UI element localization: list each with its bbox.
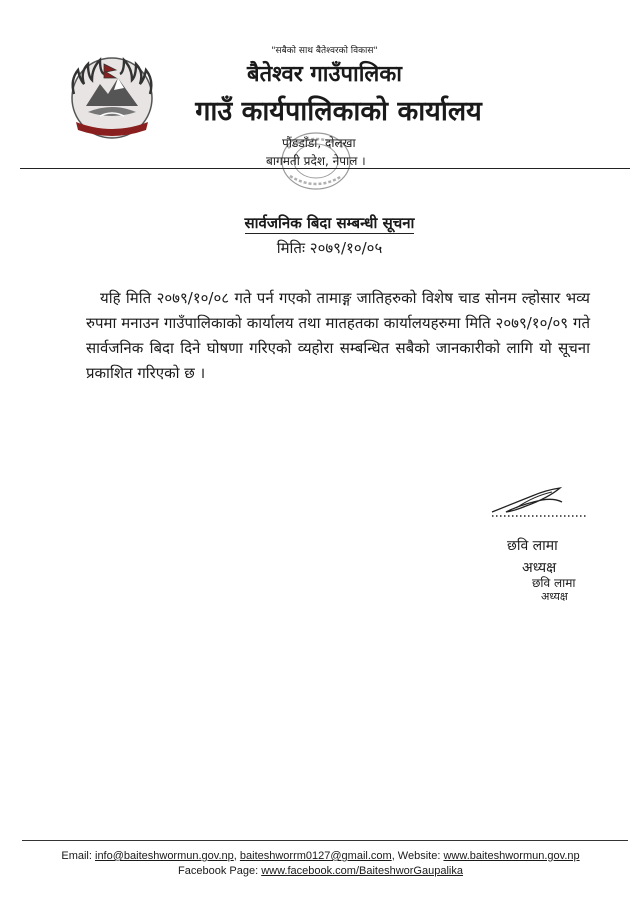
facebook-link[interactable]: www.facebook.com/BaiteshworGaupalika — [261, 865, 463, 877]
office-subtitle: गाउँ कार्यपालिकाको कार्यालय — [195, 96, 482, 127]
notice-body: यहि मिति २०७९/१०/०८ गते पर्न गएको तामाङ्ग जातिहरुको विशेष चाड सोनम ल्होसार भव्य रुपमा मनाउन गाउँपालिकाको कार्यालय तथा मातहतका कार्यालयहरुमा मिति २०७९/१०/०९ गते सार्वजनिक बिदा दिने घोषणा गरिएको व्यहोरा सम्बन्धित सबैको जानकारीको लागि यो सूचना प्रकाशित गरिएको छ । — [86, 289, 590, 382]
footer-divider — [22, 840, 628, 841]
signatory-title: अध्यक्ष — [522, 560, 557, 576]
email-link-gmail[interactable]: baiteshworrm0127@gmail.com — [239, 850, 392, 862]
address-line-1: पौंडडाँडा, दोलखा — [282, 136, 356, 150]
notice-title — [0, 213, 641, 233]
email-link-info[interactable]: info@baiteshwormun.gov.np — [95, 850, 234, 862]
header-divider — [20, 168, 630, 169]
footer-facebook — [0, 865, 641, 877]
facebook-label: Facebook Page: — [178, 865, 259, 877]
website-label: , Website: — [391, 850, 441, 862]
signature-icon — [482, 478, 592, 528]
footer-contact — [0, 850, 641, 862]
signatory-stamp-name: छवि लामा — [532, 576, 576, 590]
office-name: बैतेश्वर गाउँपालिका — [247, 62, 402, 87]
email-separator: , — [233, 850, 237, 862]
address-line-2: बागमती प्रदेश, नेपाल । — [266, 154, 366, 168]
website-link[interactable]: www.baiteshwormun.gov.np — [443, 850, 580, 862]
email-label: Email: — [61, 850, 92, 862]
motto: "सबैको साथ बैतेश्वरको विकास" — [271, 46, 378, 56]
signatory-stamp-title: अध्यक्ष — [541, 590, 568, 603]
notice-title-text: सार्वजनिक बिदा सम्बन्धी सूचना — [244, 214, 415, 232]
notice-date: मितिः २०७९/१०/०५ — [276, 239, 383, 257]
signatory-name: छवि लामा — [507, 538, 558, 554]
